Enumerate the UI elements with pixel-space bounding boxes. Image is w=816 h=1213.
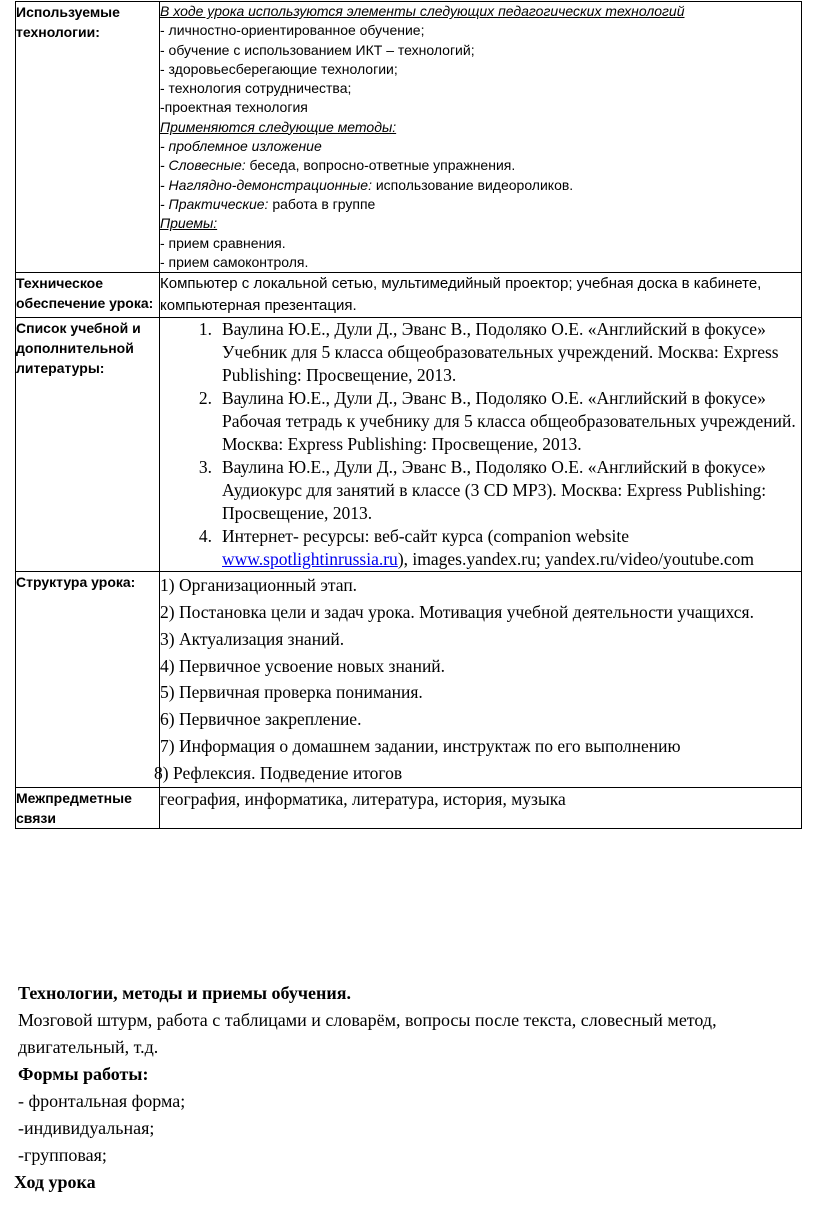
lesson-step: 1) Организационный этап. bbox=[160, 575, 358, 596]
equipment-label: Техническое обеспечение урока: bbox=[16, 273, 160, 318]
literature-label: Список учебной и дополнительной литературы: bbox=[16, 318, 160, 572]
method-item bbox=[160, 137, 801, 156]
literature-item bbox=[160, 387, 801, 456]
literature-number: 4. bbox=[198, 526, 212, 547]
lesson-step: 5) Первичная проверка понимания. bbox=[160, 682, 423, 703]
technology-item: - здоровьесберегающие технологии; bbox=[160, 60, 398, 77]
literature-text: Ваулина Ю.Е., Дули Д., Эванс В., Подоляко О.Е. «Английский в фокусе» Учебник для 5 класса общеобразовательных учреждений. Москва: Express Publishing: Просвещение, 2013. bbox=[222, 319, 779, 386]
method-text: беседа, вопросно-ответные упражнения. bbox=[245, 157, 516, 174]
lesson-step: 3) Актуализация знаний. bbox=[160, 628, 345, 649]
method-item bbox=[160, 195, 801, 214]
method-item bbox=[160, 156, 801, 175]
literature-item bbox=[160, 456, 801, 525]
literature-item bbox=[160, 318, 801, 387]
row-equipment bbox=[16, 273, 802, 318]
form-item: -индивидуальная; bbox=[18, 1118, 155, 1138]
technology-item: - технология сотрудничества; bbox=[160, 80, 352, 97]
literature-content bbox=[160, 318, 802, 572]
technologies-content bbox=[160, 2, 802, 273]
interdisciplinary-text: география, информатика, литература, история, музыка bbox=[160, 787, 802, 828]
literature-number: 3. bbox=[198, 457, 212, 478]
section-heading: Технологии, методы и приемы обучения. bbox=[18, 983, 351, 1003]
techniques-heading: Приемы: bbox=[160, 215, 218, 232]
method-prefix: - Словесные: bbox=[160, 157, 246, 174]
literature-text: Ваулина Ю.Е., Дули Д., Эванс В., Подоляко О.Е. «Английский в фокусе» Аудиокурс для занятий в классе (3 CD MP3). Москва: Express Publishing: Просвещение, 2013. bbox=[222, 457, 767, 524]
internet-resources-text: Интернет- ресурсы: веб-сайт курса (companion website bbox=[222, 526, 629, 547]
lesson-progress-heading: Ход урока bbox=[14, 1172, 96, 1192]
method-prefix: - Наглядно-демонстрационные: bbox=[160, 176, 372, 193]
technology-item: - обучение с использованием ИКТ – технологий; bbox=[160, 41, 475, 58]
literature-text: Ваулина Ю.Е., Дули Д., Эванс В., Подоляко О.Е. «Английский в фокусе» Рабочая тетрадь к учебнику для 5 класса общеобразовательных учреждений. Москва: Express Publishing: Просвещение, 2013. bbox=[222, 388, 796, 455]
technology-item: -проектная технология bbox=[160, 99, 308, 116]
section-below-table bbox=[14, 980, 798, 1196]
lesson-plan-table bbox=[15, 1, 802, 829]
method-item bbox=[160, 176, 801, 195]
literature-number: 2. bbox=[198, 388, 212, 409]
section-heading: Формы работы: bbox=[18, 1064, 149, 1084]
method-prefix: - проблемное изложение bbox=[160, 138, 322, 155]
form-item: -групповая; bbox=[18, 1145, 107, 1165]
lesson-step: 7) Информация о домашнем задании, инструктаж по его выполнению bbox=[160, 735, 681, 756]
lesson-step: 2) Постановка цели и задач урока. Мотивация учебной деятельности учащихся. bbox=[160, 601, 754, 622]
row-technologies bbox=[16, 2, 802, 273]
structure-content bbox=[154, 572, 802, 787]
row-structure bbox=[16, 572, 802, 787]
paragraph: Мозговой штурм, работа с таблицами и словарём, вопросы после текста, словесный метод, двигательный, т.д. bbox=[18, 1010, 717, 1057]
methods-heading: Применяются следующие методы: bbox=[160, 118, 397, 135]
structure-label: Структура урока: bbox=[16, 572, 160, 787]
equipment-text: Компьютер с локальной сетью, мультимедийный проектор; учебная доска в кабинете, компьютерная презентация. bbox=[160, 273, 802, 318]
technologies-heading: В ходе урока используются элементы следующих педагогических технологий bbox=[160, 3, 685, 19]
technologies-label: Используемые технологии: bbox=[16, 2, 160, 273]
internet-resources-more: ), images.yandex.ru; yandex.ru/video/youtube.com bbox=[397, 549, 755, 570]
interdisciplinary-label: Межпредметные связи bbox=[16, 787, 160, 828]
technique-item: - прием сравнения. bbox=[160, 234, 286, 251]
form-item: - фронтальная форма; bbox=[18, 1091, 186, 1111]
method-prefix: - Практические: bbox=[160, 195, 269, 212]
literature-list bbox=[160, 318, 801, 571]
lesson-step: 8) Рефлексия. Подведение итогов bbox=[154, 762, 403, 783]
spotlight-website-link[interactable]: www.spotlightinrussia.ru bbox=[222, 549, 398, 570]
lesson-step: 6) Первичное закрепление. bbox=[160, 709, 362, 730]
method-text: работа в группе bbox=[268, 195, 376, 212]
row-literature bbox=[16, 318, 802, 572]
method-text: использование видеороликов. bbox=[371, 176, 574, 193]
technique-item: - прием самоконтроля. bbox=[160, 253, 309, 270]
lesson-step: 4) Первичное усвоение новых знаний. bbox=[160, 655, 446, 676]
literature-number: 1. bbox=[198, 319, 212, 340]
technology-item: - личностно-ориентированное обучение; bbox=[160, 22, 425, 39]
row-interdisciplinary bbox=[16, 787, 802, 828]
literature-text bbox=[222, 525, 801, 571]
literature-item bbox=[160, 525, 801, 571]
